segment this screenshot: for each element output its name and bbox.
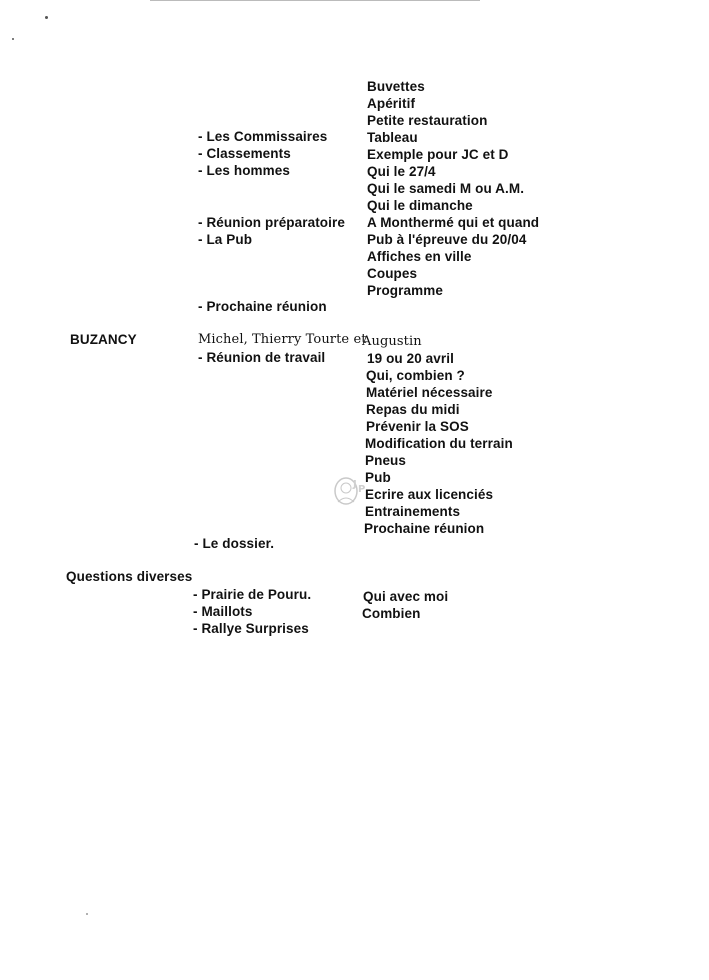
svg-text:J: J [353,479,357,490]
note-line: Pub à l'épreuve du 20/04 [367,232,527,247]
agenda-item-reunion-preparatoire: - Réunion préparatoire [198,215,345,230]
note-line: Ecrire aux licenciés [365,487,494,502]
agenda-item-prairie: - Prairie de Pouru. [193,587,312,602]
agenda-item-rallye: - Rallye Surprises [193,621,309,636]
scan-top-edge [150,0,480,1]
note-line: Qui le 27/4 [367,164,436,179]
note-line: Apéritif [367,96,416,111]
note-line: Entrainements [365,504,461,519]
agenda-item-classements: - Classements [198,146,291,161]
agenda-item-prochaine-reunion: - Prochaine réunion [198,299,327,314]
note-line: Qui, combien ? [366,368,465,383]
note-line: Modification du terrain [365,436,513,451]
agenda-item-hommes: - Les hommes [198,163,290,178]
note-line: Prochaine réunion [364,521,485,536]
note-line: Prévenir la SOS [366,419,469,434]
section-heading-buzancy: BUZANCY [70,332,137,347]
agenda-item-maillots: - Maillots [193,604,253,619]
note-line: Qui avec moi [363,589,449,604]
note-line: Matériel nécessaire [366,385,493,400]
note-line: Coupes [367,266,418,281]
svg-text:P: P [358,484,366,495]
attendees-line-continued: Augustin [362,334,422,349]
note-line: 19 ou 20 avril [367,351,454,366]
note-line: Pneus [365,453,407,468]
agenda-item-commissaires: - Les Commissaires [198,129,328,144]
note-line: Petite restauration [367,113,488,128]
attendees-line: Michel, Thierry Tourte et [198,332,367,347]
agenda-item-pub: - La Pub [198,232,253,247]
note-line: Qui le dimanche [367,198,473,213]
note-line: Pub [365,470,391,485]
note-line: Tableau [367,130,418,145]
note-line: Programme [367,283,443,298]
agenda-item-dossier: - Le dossier. [194,536,275,551]
note-line: Repas du midi [366,402,460,417]
agenda-item-reunion-travail: - Réunion de travail [198,350,326,365]
watermark-stamp-icon [326,472,370,508]
note-line: Qui le samedi M ou A.M. [367,181,525,196]
note-line: Exemple pour JC et D [367,147,509,162]
note-line: Buvettes [367,79,425,94]
note-line: A Monthermé qui et quand [367,215,540,230]
note-line: Combien [362,606,421,621]
note-line: Affiches en ville [367,249,472,264]
section-heading-questions: Questions diverses [66,569,193,584]
